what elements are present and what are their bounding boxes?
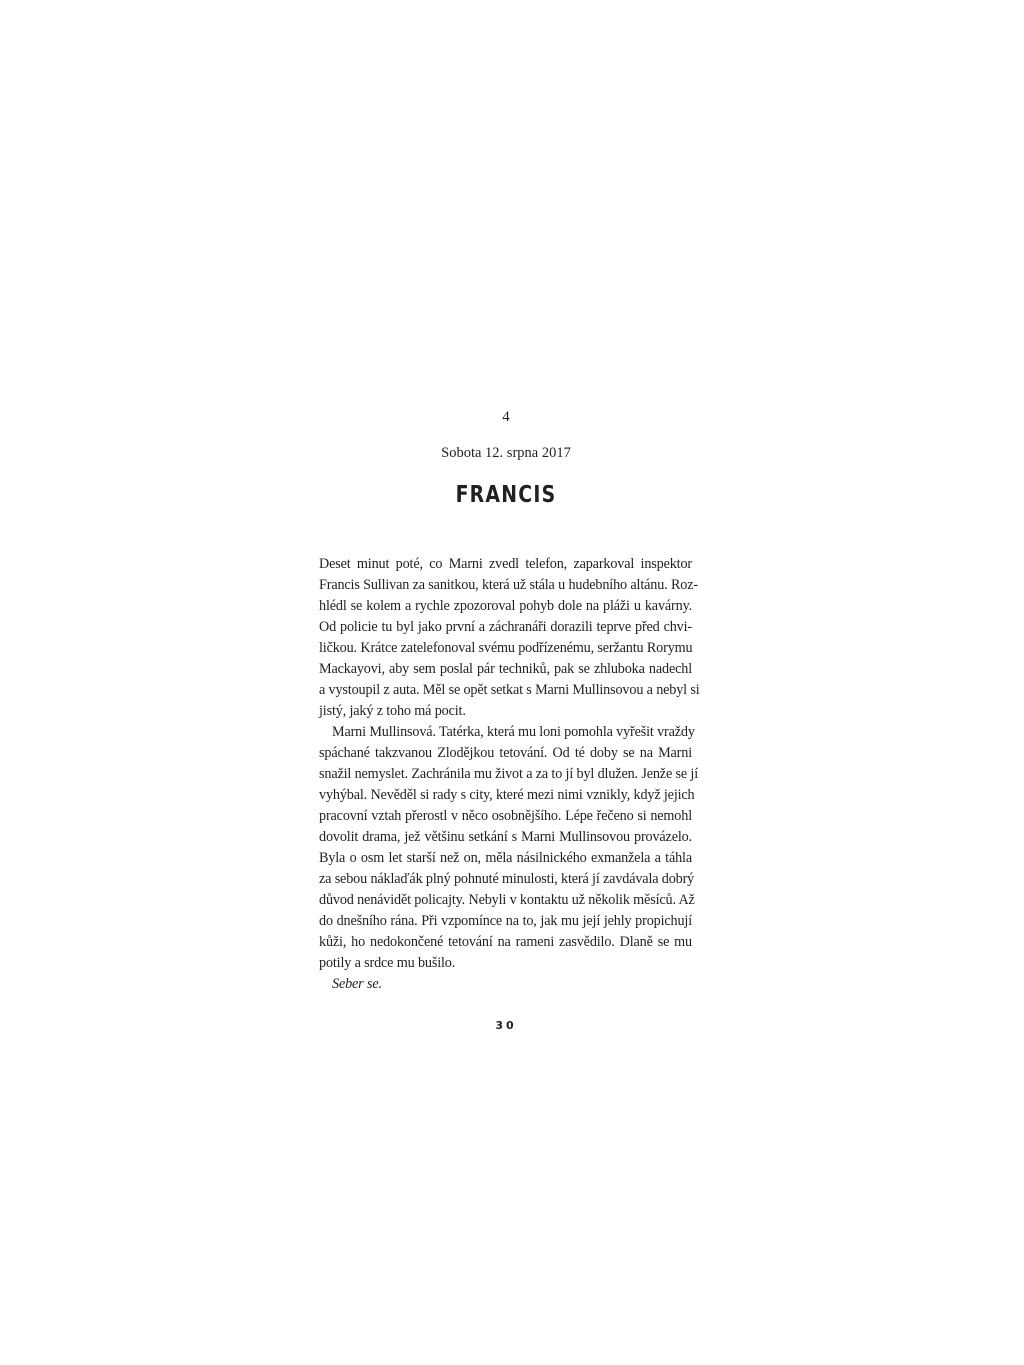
body-text-line: snažil nemyslet. Zachránila mu život a za to jí byl dlužen. Jenže se jí <box>319 766 698 782</box>
body-text-line: dovolit drama, jež většinu setkání s Marni Mullinsovou provázelo. <box>319 829 692 845</box>
body-text-line: a vystoupil z auta. Měl se opět setkat s Marni Mullinsovou a nebyl si <box>319 682 700 698</box>
body-text-line: ličkou. Krátce zatelefonoval svému podřízenému, seržantu Rorymu <box>319 640 693 656</box>
body-text-line: Francis Sullivan za sanitkou, která už stála u hudebního altánu. Roz- <box>319 577 698 593</box>
body-text-line: za sebou náklaďák plný pohnuté minulosti, která jí zavdávala dobrý <box>319 871 695 887</box>
body-text-line: hlédl se kolem a rychle zpozoroval pohyb dole na pláži u kavárny. <box>319 598 692 614</box>
body-text-line: vyhýbal. Nevěděl si rady s city, které mezi nimi vznikly, když jejich <box>319 787 695 803</box>
body-text-line: Mackayovi, aby sem poslal pár techniků, pak se zhluboka nadechl <box>319 661 692 677</box>
chapter-title: FRANCIS <box>455 482 557 508</box>
body-text-line: Od policie tu byl jako první a záchranáři dorazili teprve před chvi- <box>319 619 692 635</box>
page-number: 30 <box>495 1019 517 1032</box>
body-text-line: kůži, ho nedokončené tetování na rameni zasvědilo. Dlaně se mu <box>319 934 692 950</box>
chapter-date: Sobota 12. srpna 2017 <box>441 445 571 461</box>
body-text-line: Marni Mullinsová. Tatérka, která mu loni pomohla vyřešit vraždy <box>332 724 695 740</box>
chapter-number: 4 <box>502 409 510 425</box>
body-text-line: Byla o osm let starší než on, měla násilnického exmanžela a táhla <box>319 850 692 866</box>
body-text-line: do dnešního rána. Při vzpomínce na to, jak mu její jehly propichují <box>319 913 692 929</box>
chapter-body-text <box>319 554 700 995</box>
body-text-line: Seber se. <box>332 976 382 992</box>
body-text-line: spáchané takzvanou Zlodějkou tetování. Od té doby se na Marni <box>319 745 692 761</box>
body-text-line: jistý, jaký z toho má pocit. <box>319 703 466 719</box>
body-text-line: důvod nenávidět policajty. Nebyli v kontaktu už několik měsíců. Až <box>319 892 695 908</box>
body-text-line: Deset minut poté, co Marni zvedl telefon, zaparkoval inspektor <box>319 556 692 572</box>
body-text-line: potily a srdce mu bušilo. <box>319 955 456 971</box>
body-text-line: pracovní vztah přerostl v něco osobnějšího. Lépe řečeno si nemohl <box>319 808 692 824</box>
